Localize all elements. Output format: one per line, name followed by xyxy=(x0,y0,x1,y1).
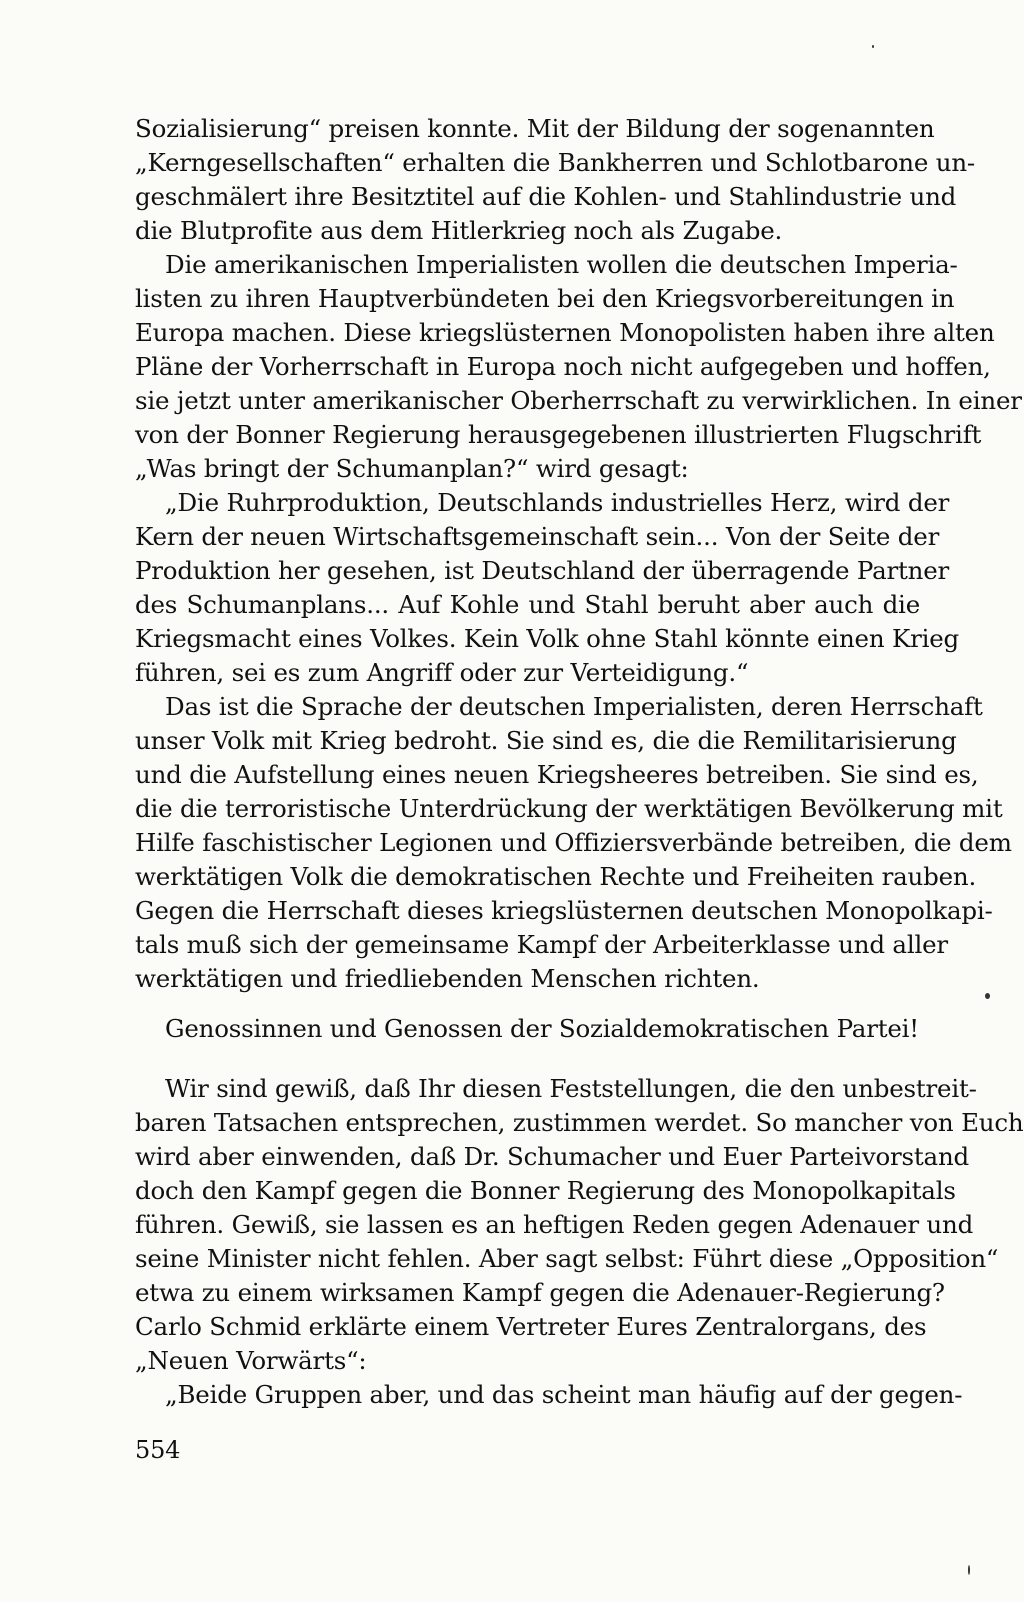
text-line: führen. Gewiß, sie lassen es an heftigen Reden gegen Adenauer und xyxy=(135,1210,974,1239)
scan-speck xyxy=(968,1565,970,1575)
text-line: „Was bringt der Schumanplan?“ wird gesagt: xyxy=(135,454,689,483)
text-line: Pläne der Vorherrschaft in Europa noch nicht aufgegeben und hoffen, xyxy=(135,352,991,381)
text-line: Carlo Schmid erklärte einem Vertreter Eures Zentralorgans, des xyxy=(135,1312,927,1341)
text-line: baren Tatsachen entsprechen, zustimmen werdet. So mancher von Euch xyxy=(135,1108,1024,1137)
text-line: tals muß sich der gemeinsame Kampf der Arbeiterklasse und aller xyxy=(135,930,948,959)
text-line: führen, sei es zum Angriff oder zur Verteidigung.“ xyxy=(135,658,749,687)
text-line: Produktion her gesehen, ist Deutschland der überragende Partner xyxy=(135,556,950,585)
text-line: Europa machen. Diese kriegslüsternen Monopolisten haben ihre alten xyxy=(135,318,995,347)
scan-speck xyxy=(872,45,874,48)
text-line: werktätigen Volk die demokratischen Rechte und Freiheiten rauben. xyxy=(135,862,977,891)
text-line: die Blutprofite aus dem Hitlerkrieg noch als Zugabe. xyxy=(135,216,783,245)
paragraph-2 xyxy=(135,248,1022,486)
quote-1 xyxy=(135,486,960,690)
text-line: und die Aufstellung eines neuen Kriegsheeres betreiben. Sie sind es, xyxy=(135,760,979,789)
paragraph-1 xyxy=(135,112,975,248)
text-line: geschmälert ihre Besitztitel auf die Kohlen- und Stahlindustrie und xyxy=(135,182,957,211)
text-line: Wir sind gewiß, daß Ihr diesen Feststellungen, die den unbestreit- xyxy=(165,1074,977,1103)
section-heading-block xyxy=(135,1012,920,1046)
text-line: die die terroristische Unterdrückung der werktätigen Bevölkerung mit xyxy=(135,794,1003,823)
quote-2 xyxy=(135,1378,963,1412)
text-line: „Die Ruhrproduktion, Deutschlands industrielles Herz, wird der xyxy=(165,488,950,517)
text-line: Hilfe faschistischer Legionen und Offiziersverbände betreiben, die dem xyxy=(135,828,1012,857)
paragraph-3 xyxy=(135,690,1012,996)
text-line: Das ist die Sprache der deutschen Imperialisten, deren Herrschaft xyxy=(165,692,983,721)
text-line: Die amerikanischen Imperialisten wollen die deutschen Imperia- xyxy=(165,250,958,279)
text-line: seine Minister nicht fehlen. Aber sagt selbst: Führt diese „Opposition“ xyxy=(135,1244,999,1273)
text-line: „Neuen Vorwärts“: xyxy=(135,1346,367,1375)
section-heading: Genossinnen und Genossen der Sozialdemokratischen Partei! xyxy=(165,1014,919,1043)
body-text-lower xyxy=(135,1072,1024,1412)
page-number: 554 xyxy=(135,1436,181,1464)
text-line: listen zu ihren Hauptverbündeten bei den Kriegsvorbereitungen in xyxy=(135,284,955,313)
text-line: etwa zu einem wirksamen Kampf gegen die Adenauer-Regierung? xyxy=(135,1278,945,1307)
text-line: des Schumanplans... Auf Kohle und Stahl beruht aber auch die xyxy=(135,590,920,619)
text-line: Sozialisierung“ preisen konnte. Mit der Bildung der sogenannten xyxy=(135,114,935,143)
text-line: „Beide Gruppen aber, und das scheint man häufig auf der gegen- xyxy=(165,1380,963,1409)
paragraph-4 xyxy=(135,1072,1024,1378)
text-line: unser Volk mit Krieg bedroht. Sie sind es, die die Remilitarisierung xyxy=(135,726,957,755)
text-line: „Kerngesellschaften“ erhalten die Bankherren und Schlotbarone un- xyxy=(135,148,975,177)
text-line: von der Bonner Regierung herausgegebenen illustrierten Flugschrift xyxy=(135,420,982,449)
scan-speck xyxy=(985,993,990,999)
text-line: werktätigen und friedliebenden Menschen richten. xyxy=(135,964,760,993)
body-text-upper xyxy=(135,112,1022,996)
text-line: Gegen die Herrschaft dieses kriegslüsternen deutschen Monopolkapi- xyxy=(135,896,993,925)
text-line: doch den Kampf gegen die Bonner Regierung des Monopolkapitals xyxy=(135,1176,956,1205)
text-line: wird aber einwenden, daß Dr. Schumacher und Euer Parteivorstand xyxy=(135,1142,970,1171)
text-line: Kern der neuen Wirtschaftsgemeinschaft sein... Von der Seite der xyxy=(135,522,940,551)
text-line: sie jetzt unter amerikanischer Oberherrschaft zu verwirklichen. In einer xyxy=(135,386,1022,415)
text-line: Kriegsmacht eines Volkes. Kein Volk ohne Stahl könnte einen Krieg xyxy=(135,624,960,653)
